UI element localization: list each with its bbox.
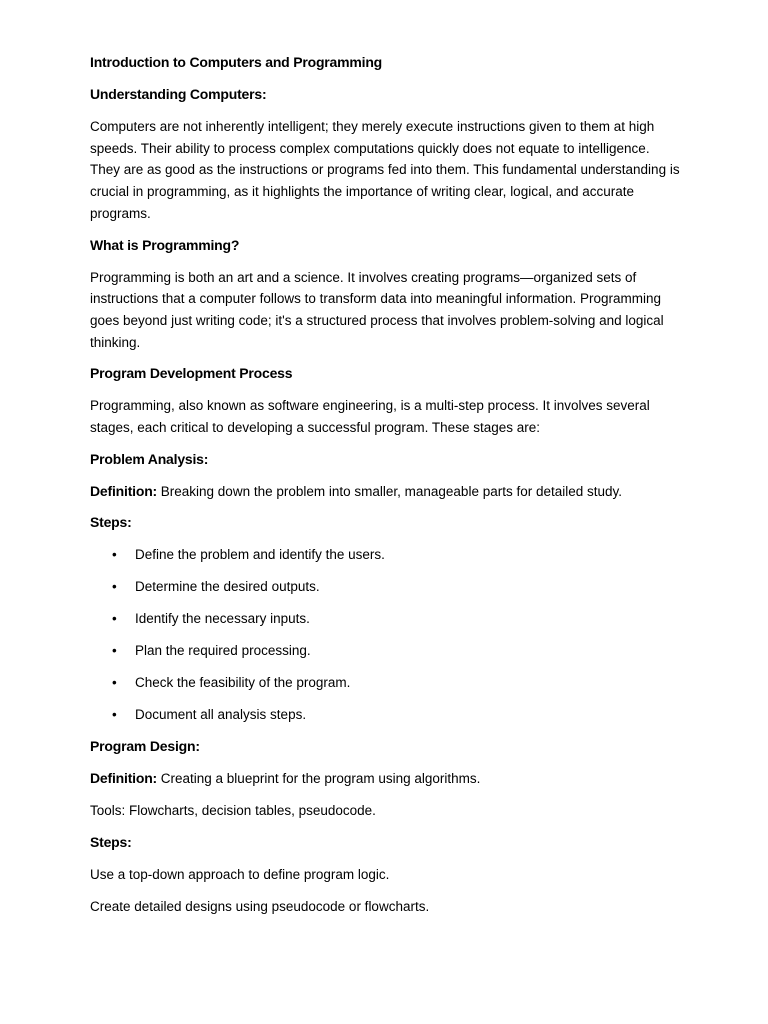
tools-paragraph: Tools: Flowcharts, decision tables, pseudocode. bbox=[90, 803, 376, 819]
steps-heading: Steps: bbox=[90, 514, 132, 531]
section-program-development bbox=[90, 363, 682, 438]
section-program-design bbox=[90, 736, 682, 917]
definition-text: Breaking down the problem into smaller, manageable parts for detailed study. bbox=[157, 483, 623, 499]
bullet-icon: • bbox=[112, 643, 117, 659]
list-item bbox=[90, 608, 682, 630]
document-content bbox=[90, 52, 682, 927]
section-heading: Understanding Computers: bbox=[90, 86, 267, 102]
list-item bbox=[90, 544, 682, 566]
step-paragraph: Use a top-down approach to define program logic. bbox=[90, 866, 390, 882]
step-paragraph: Create detailed designs using pseudocode or flowcharts. bbox=[90, 898, 430, 914]
list-item-text: Identify the necessary inputs. bbox=[135, 611, 310, 627]
document-title: Introduction to Computers and Programming bbox=[90, 54, 383, 70]
bullet-icon: • bbox=[112, 611, 117, 627]
list-item bbox=[90, 672, 682, 694]
section-heading: Program Development Process bbox=[90, 365, 293, 382]
section-paragraph: Programming is both an art and a science. It involves creating programs—organized sets of instructions that a computer follows to transform data into meaningful information. Programming goes beyond just writing code; it's a structured process that involves problem-solving and logical thinking. bbox=[90, 269, 664, 350]
definition-text: Creating a blueprint for the program using algorithms. bbox=[157, 771, 481, 787]
list-item bbox=[90, 576, 682, 598]
definition-label: Definition: bbox=[90, 770, 158, 787]
section-heading: Program Design: bbox=[90, 738, 200, 755]
list-item-text: Plan the required processing. bbox=[135, 643, 311, 659]
section-what-is-programming bbox=[90, 235, 682, 354]
section-understanding-computers bbox=[90, 84, 682, 225]
list-item-text: Define the problem and identify the users. bbox=[135, 547, 385, 563]
definition-paragraph bbox=[90, 481, 682, 503]
bullet-icon: • bbox=[112, 579, 117, 595]
steps-list bbox=[90, 544, 682, 726]
list-item-text: Check the feasibility of the program. bbox=[135, 675, 351, 691]
list-item-text: Determine the desired outputs. bbox=[135, 579, 320, 595]
bullet-icon: • bbox=[112, 675, 117, 691]
bullet-icon: • bbox=[112, 707, 117, 723]
list-item bbox=[90, 640, 682, 662]
steps-heading: Steps: bbox=[90, 833, 132, 850]
section-paragraph: Programming, also known as software engineering, is a multi-step process. It involves several stages, each critical to developing a successful program. These stages are: bbox=[90, 398, 650, 436]
section-heading: Problem Analysis: bbox=[90, 450, 209, 467]
bullet-icon: • bbox=[112, 547, 117, 563]
section-problem-analysis bbox=[90, 449, 682, 726]
section-heading: What is Programming? bbox=[90, 236, 240, 253]
definition-paragraph bbox=[90, 768, 682, 790]
list-item-text: Document all analysis steps. bbox=[135, 707, 307, 723]
section-paragraph: Computers are not inherently intelligent; they merely execute instructions given to them at high speeds. Their ability to process complex computations quickly does not equate to intelligence. They are as good as the instructions or programs fed into them. This fundamental understanding is crucial in programming, as it highlights the importance of writing clear, logical, and accurate programs. bbox=[90, 119, 680, 221]
list-item bbox=[90, 704, 682, 726]
definition-label: Definition: bbox=[90, 482, 158, 499]
